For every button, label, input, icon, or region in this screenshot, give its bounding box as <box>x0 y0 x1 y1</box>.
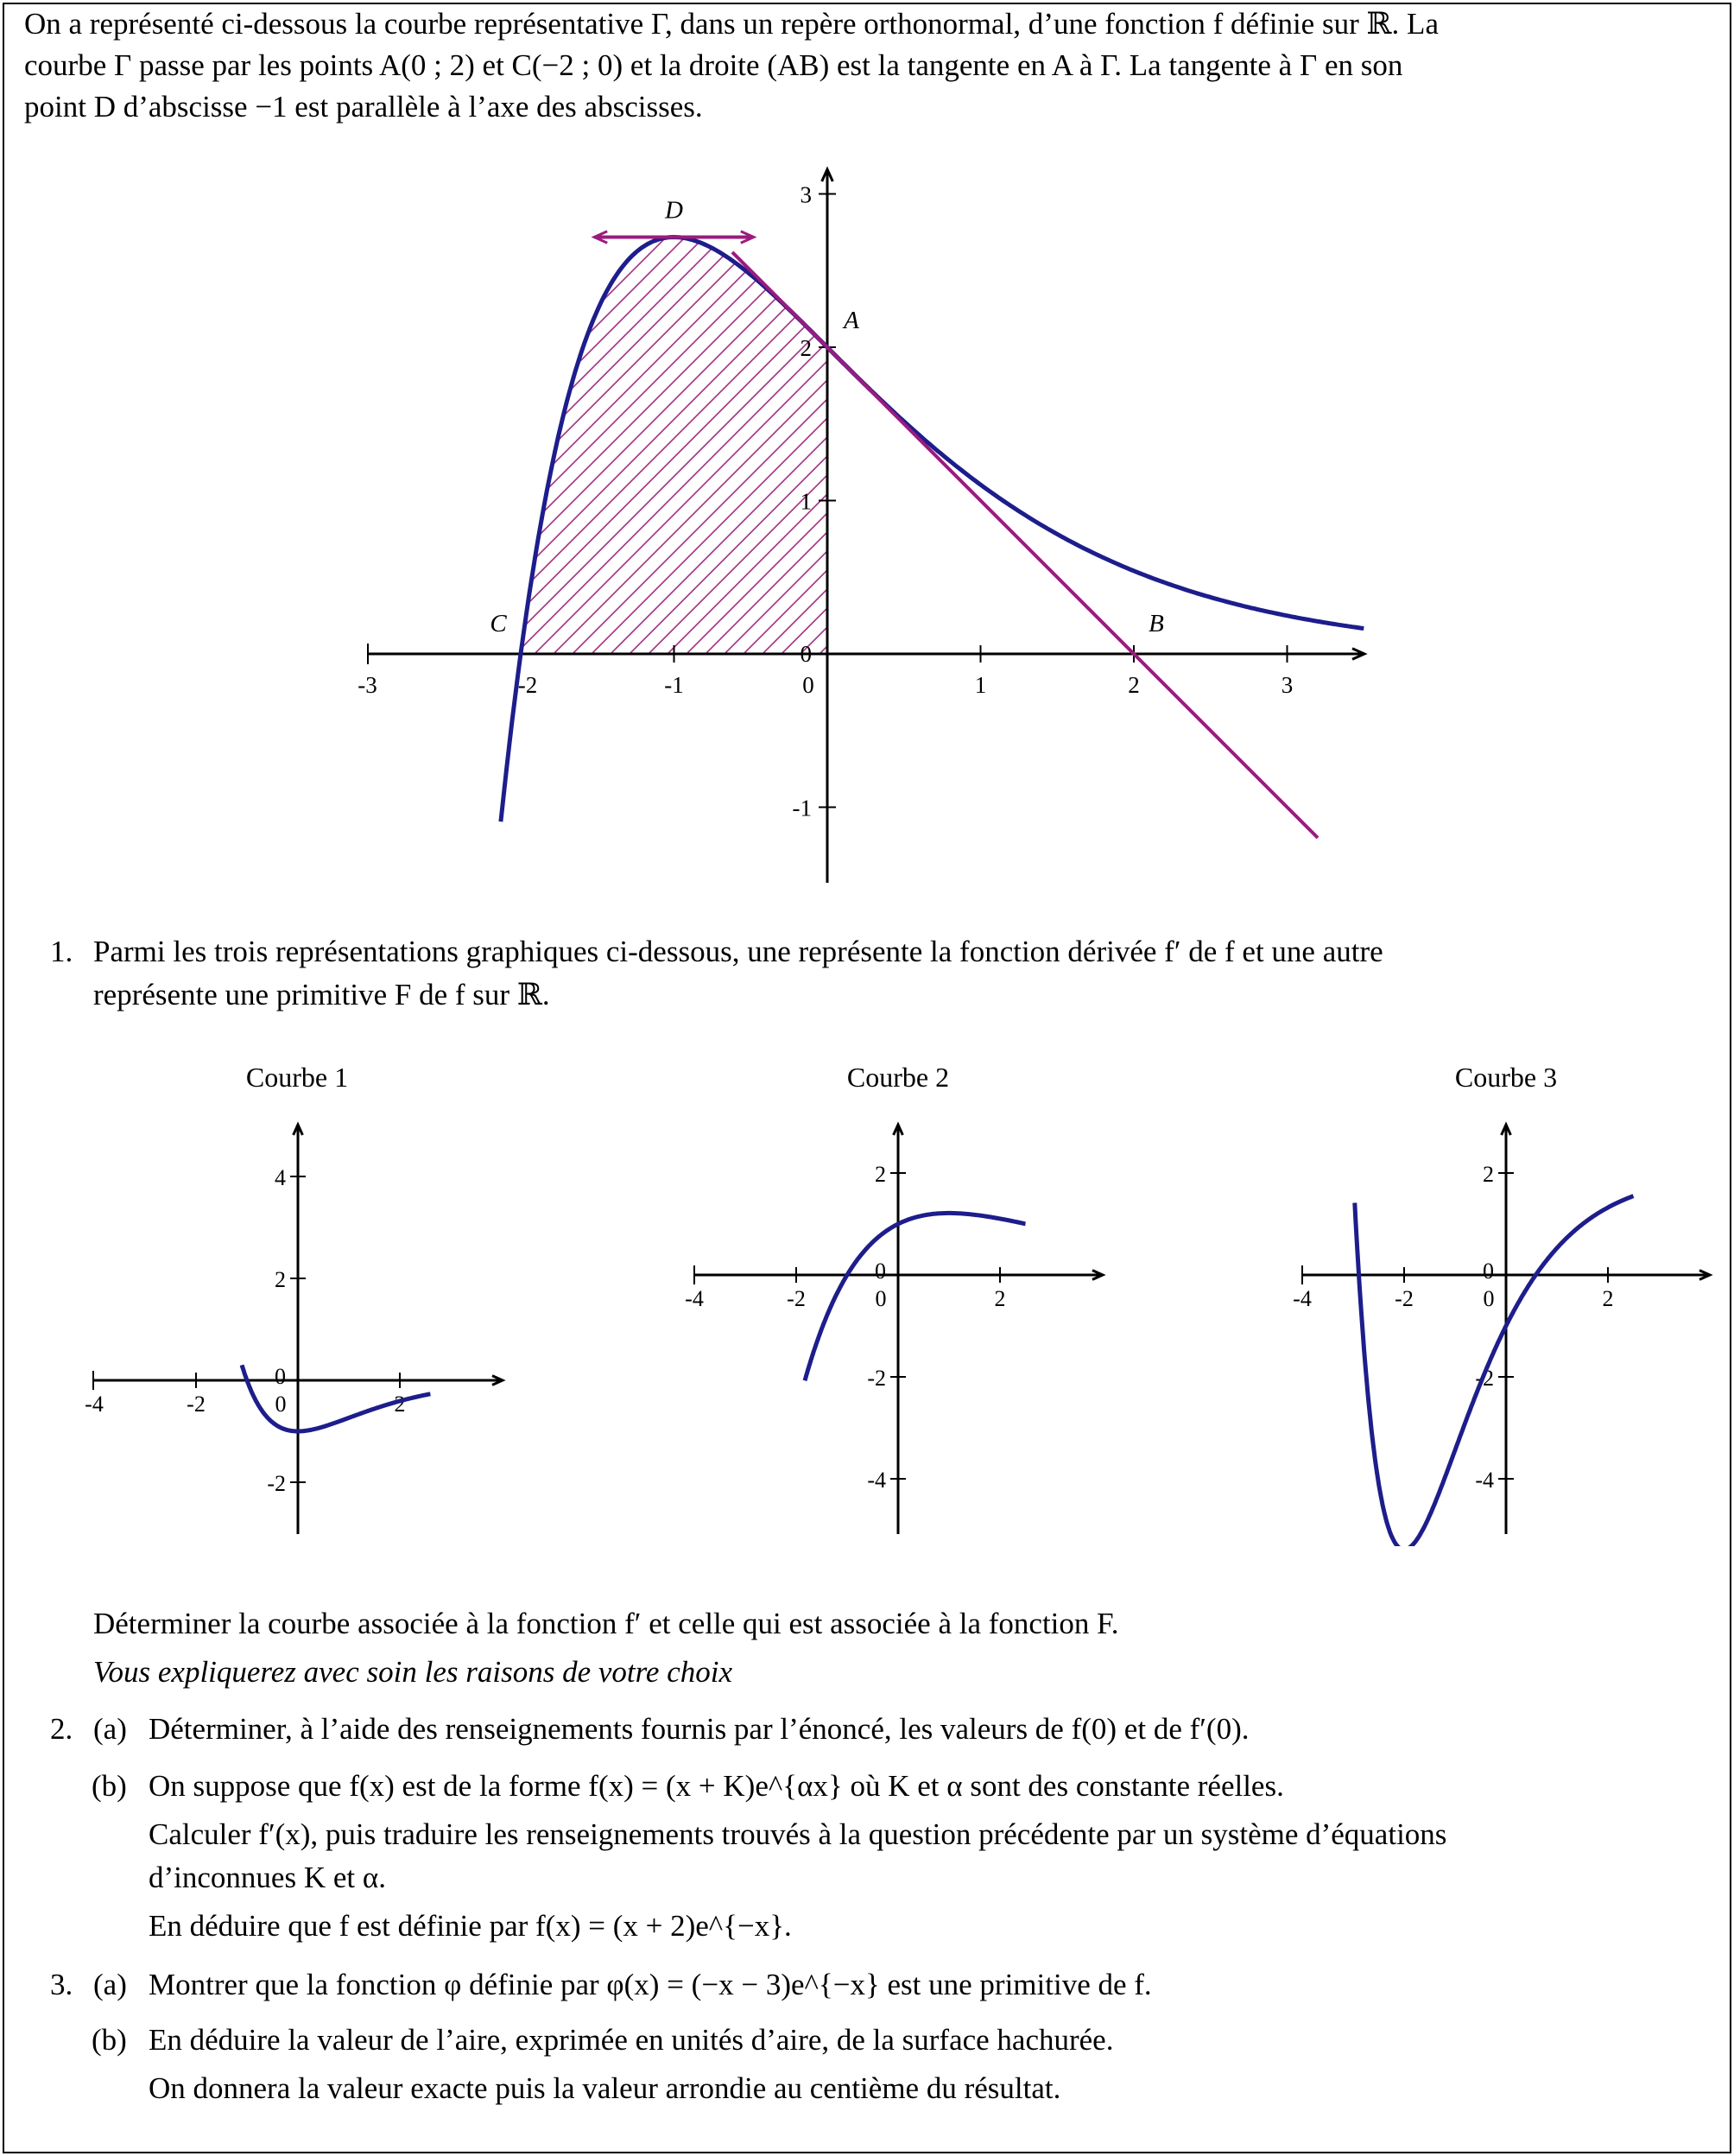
q2-a-label: (a) <box>93 1712 127 1746</box>
tangent-line-AB <box>732 252 1318 838</box>
q3-b-line-1: En déduire la valeur de l’aire, exprimée en unités d’aire, de la surface hachurée. <box>149 2023 1114 2057</box>
hatch-line <box>893 207 1342 656</box>
main-chart <box>0 138 1734 1037</box>
hatch-line <box>285 207 734 656</box>
chart-title: Courbe 1 <box>245 1062 349 1093</box>
x-tick-label: -1 <box>664 672 684 698</box>
hatch-line <box>969 207 1418 656</box>
y-tick-label: 2 <box>1483 1162 1494 1187</box>
point-label-D: D <box>665 196 683 225</box>
x-tick-label: 1 <box>974 672 987 698</box>
point-label-A: A <box>844 307 859 334</box>
y-tick-label: 0 <box>1483 1259 1494 1284</box>
hatch-line <box>722 207 1171 656</box>
hatch-line <box>855 207 1304 656</box>
y-tick-label: 2 <box>800 335 812 361</box>
hatch-line <box>247 207 696 656</box>
hatch-line <box>665 207 1114 656</box>
hatch-line <box>950 207 1399 656</box>
q2-number: 2. <box>50 1712 73 1746</box>
chart-title: Courbe 2 <box>846 1062 950 1093</box>
hatch-line <box>608 207 1057 656</box>
x-tick-label: 3 <box>1281 672 1294 698</box>
hatch-line <box>1007 207 1456 656</box>
hatch-line <box>874 207 1323 656</box>
hatch-line <box>361 207 810 656</box>
y-tick-label: -4 <box>867 1468 886 1493</box>
courbe-1-chart <box>52 1045 535 1546</box>
x-tick-label: -2 <box>1395 1286 1414 1311</box>
hatch-line <box>323 207 772 656</box>
hatch-line <box>152 207 601 656</box>
x-tick-label: -2 <box>517 672 538 698</box>
q3-a-label: (a) <box>93 1968 127 2001</box>
y-tick-label: 0 <box>800 641 812 667</box>
hatch-line <box>931 207 1380 656</box>
y-tick-label: -1 <box>792 795 812 821</box>
intro-line-2: courbe Γ passe par les points A(0 ; 2) et C(−2 ; 0) et la droite (AB) est la tangente en A à Γ. La tangente à Γ en son <box>24 48 1403 82</box>
hatch-line <box>1026 207 1475 656</box>
point-label-B: B <box>1149 610 1164 637</box>
hatch-line <box>342 207 791 656</box>
hatch-line <box>988 207 1437 656</box>
hatch-line <box>836 207 1285 656</box>
main-axes <box>358 169 1364 883</box>
q1-number: 1. <box>50 935 73 968</box>
q2-b-label: (b) <box>92 1769 127 1803</box>
hatch-line <box>171 207 620 656</box>
hatch-line <box>570 207 1019 656</box>
hatch-line <box>627 207 1076 656</box>
hatch-line <box>228 207 677 656</box>
hatch-line <box>779 207 1228 656</box>
x-tick-label: -4 <box>685 1286 704 1311</box>
q3-b-label: (b) <box>92 2023 127 2057</box>
tangent-at-D <box>594 231 754 244</box>
x-tick-label: 0 <box>1483 1286 1495 1311</box>
q3-b-line-2: On donnera la valeur exacte puis la valeur arrondie au centième du résultat. <box>149 2071 1061 2105</box>
intro-line-3: point D d’abscisse −1 est parallèle à l’axe des abscisses. <box>24 90 703 124</box>
hatch-line <box>646 207 1095 656</box>
y-tick-label: 2 <box>875 1162 886 1187</box>
x-tick-label: 2 <box>994 1286 1006 1311</box>
hatch-line <box>114 207 563 656</box>
hatch-line <box>266 207 715 656</box>
hatched-area <box>0 207 1475 656</box>
x-tick-label: 0 <box>875 1286 887 1311</box>
hatch-line <box>380 207 829 656</box>
intro-line-1: On a représenté ci-dessous la courbe représentative Γ, dans un repère orthonormal, d’une fonction f définie sur ℝ. La <box>24 7 1439 41</box>
hatch-line <box>133 207 582 656</box>
q3-a-text: Montrer que la fonction φ définie par φ(x) = (−x − 3)e^{−x} est une primitive de f. <box>149 1968 1152 2001</box>
y-tick-label: 1 <box>800 488 812 515</box>
q1-line-2: représente une primitive F de f sur ℝ. <box>93 978 550 1011</box>
hatch-line <box>38 207 487 656</box>
hatch-line <box>418 207 867 656</box>
q3-number: 3. <box>50 1968 73 2001</box>
q1-line-1: Parmi les trois représentations graphiques ci-dessous, une représente la fonction dérivée f′ de f et une autre <box>93 935 1383 968</box>
point-label-C: C <box>490 610 507 637</box>
series-curve <box>1355 1196 1634 1546</box>
hatch-line <box>475 207 924 656</box>
courbe-2-chart <box>648 1045 1131 1546</box>
hatch-line <box>589 207 1038 656</box>
hatch-line <box>95 207 544 656</box>
q2-b-line-2: Calculer f′(x), puis traduire les renseignements trouvés à la question précédente par un système d’équations <box>149 1817 1447 1851</box>
hatch-line <box>437 207 886 656</box>
q1-after-line-1: Déterminer la courbe associée à la fonction f′ et celle qui est associée à la fonction F. <box>93 1607 1119 1640</box>
hatch-line <box>817 207 1266 656</box>
hatch-line <box>57 207 506 656</box>
y-tick-label: -2 <box>1475 1366 1494 1391</box>
hatch-line <box>456 207 905 656</box>
y-tick-label: 0 <box>875 1259 886 1284</box>
x-tick-label: -2 <box>187 1392 206 1417</box>
x-tick-label: 2 <box>394 1392 406 1417</box>
q2-a-text: Déterminer, à l’aide des renseignements fournis par l’énoncé, les valeurs de f(0) et de f′(0). <box>149 1712 1250 1746</box>
x-tick-label: 0 <box>802 672 814 698</box>
series-curve <box>805 1213 1026 1380</box>
q1-after-line-2: Vous expliquerez avec soin les raisons de votre choix <box>93 1655 733 1689</box>
hatch-line <box>76 207 525 656</box>
hatch-line <box>190 207 639 656</box>
hatch-line <box>399 207 848 656</box>
chart-title: Courbe 3 <box>1454 1062 1558 1093</box>
x-tick-label: -4 <box>85 1392 104 1417</box>
hatch-line <box>0 207 449 656</box>
y-tick-label: 3 <box>800 181 812 208</box>
x-tick-label: -4 <box>1293 1286 1312 1311</box>
x-tick-label: 2 <box>1128 672 1140 698</box>
x-tick-label: -3 <box>358 672 377 698</box>
y-tick-label: -2 <box>267 1471 286 1496</box>
hatch-line <box>513 207 962 656</box>
q2-b-line-3: d’inconnues K et α. <box>149 1861 386 1894</box>
hatch-line <box>209 207 658 656</box>
y-tick-label: -2 <box>867 1366 886 1391</box>
y-tick-label: 2 <box>275 1267 286 1292</box>
y-tick-label: -4 <box>1475 1468 1494 1493</box>
x-tick-label: 2 <box>1602 1286 1614 1311</box>
curve-gamma <box>501 238 1364 822</box>
hatch-line <box>741 207 1190 656</box>
hatch-line <box>19 207 468 656</box>
hatch-line <box>703 207 1152 656</box>
y-tick-label: 4 <box>275 1165 286 1190</box>
x-tick-label: -2 <box>787 1286 806 1311</box>
q2-b-line-1: On suppose que f(x) est de la forme f(x) = (x + K)e^{αx} où K et α sont des constante réelles. <box>149 1769 1284 1803</box>
q2-b-line-4: En déduire que f est définie par f(x) = (x + 2)e^{−x}. <box>149 1909 792 1943</box>
x-tick-label: 0 <box>275 1392 287 1417</box>
courbe-3-chart <box>1278 1045 1727 1546</box>
y-tick-label: 0 <box>275 1364 286 1389</box>
hatch-line <box>912 207 1361 656</box>
